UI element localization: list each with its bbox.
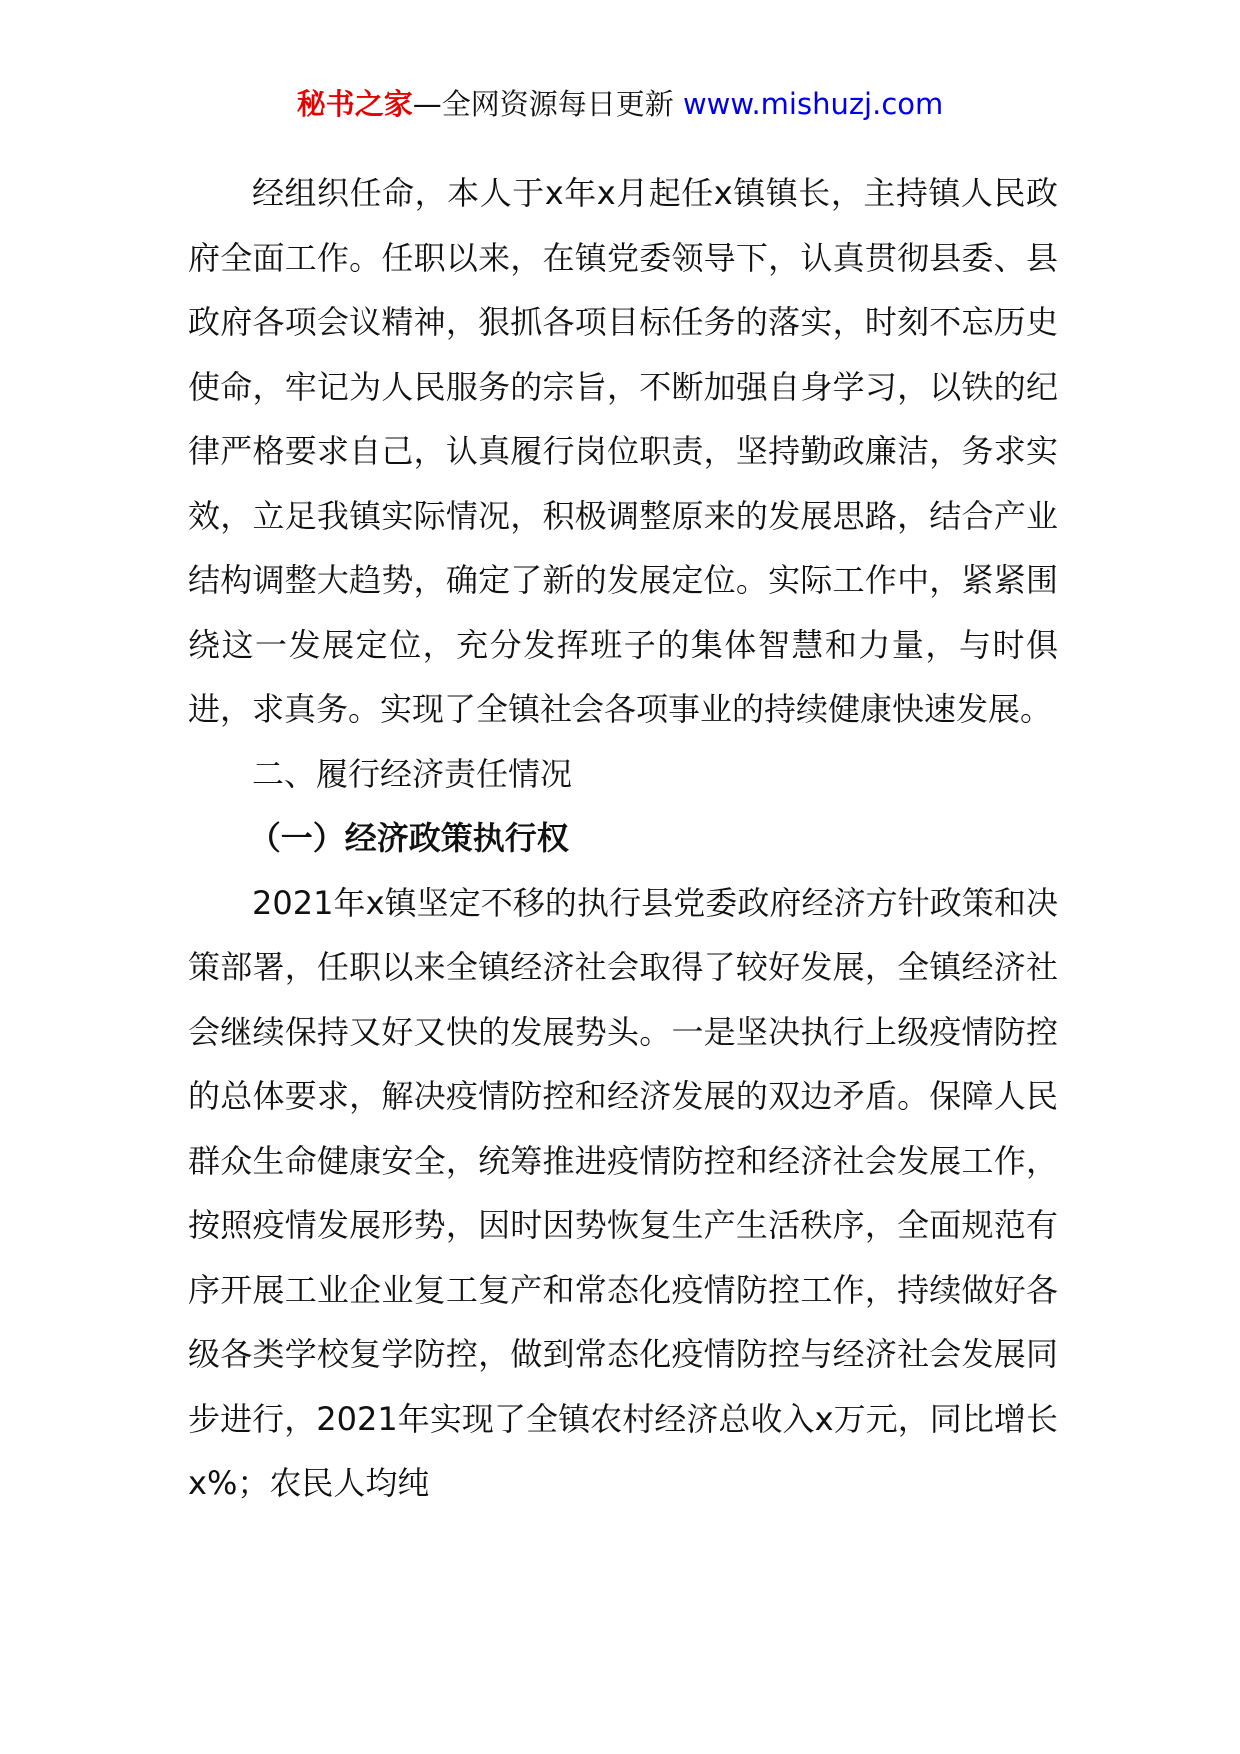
site-url-link[interactable]: www.mishuzj.com bbox=[682, 87, 944, 121]
page-header bbox=[0, 84, 1240, 124]
section-heading: 二、履行经济责任情况 bbox=[252, 754, 573, 793]
site-brand: 秘书之家 bbox=[296, 87, 413, 121]
body-paragraph: 2021年x镇坚定不移的执行县党委政府经济方针政策和决策部署，任职以来全镇经济社会取得了较好发展，全镇经济社会继续保持又好又快的发展势头。一是坚决执行上级疫情防控的总体要求，解决疫情防控和经济发展的双边矛盾。保障人民群众生命健康安全，统筹推进疫情防控和经济社会发展工作，按照疫情发展形势，因时因势恢复生产生活秩序，全面规范有序开展工业企业复工复产和常态化疫情防控工作，持续做好各级各类学校复学防控，做到常态化疫情防控与经济社会发展同步进行，2021年实现了全镇农村经济总收入x万元，同比增长x%；农民人均纯 bbox=[188, 883, 1058, 1502]
subsection-heading: （一）经济政策执行权 bbox=[248, 819, 569, 857]
site-tagline: —全网资源每日更新 bbox=[412, 87, 674, 121]
body-paragraph: 经组织任命，本人于x年x月起任x镇镇长，主持镇人民政府全面工作。任职以来，在镇党委领导下，认真贯彻县委、县政府各项会议精神，狠抓各项目标任务的落实，时刻不忘历史使命，牢记为人民服务的宗旨，不断加强自身学习，以铁的纪律严格要求自己，认真履行岗位职责，坚持勤政廉洁，务求实效，立足我镇实际情况，积极调整原来的发展思路，结合产业结构调整大趋势，确定了新的发展定位。实际工作中，紧紧围绕这一发展定位，充分发挥班子的集体智慧和力量，与时俱进，求真务。实现了全镇社会各项事业的持续健康快速发展。 bbox=[188, 174, 1058, 728]
document-body bbox=[188, 161, 1058, 1516]
